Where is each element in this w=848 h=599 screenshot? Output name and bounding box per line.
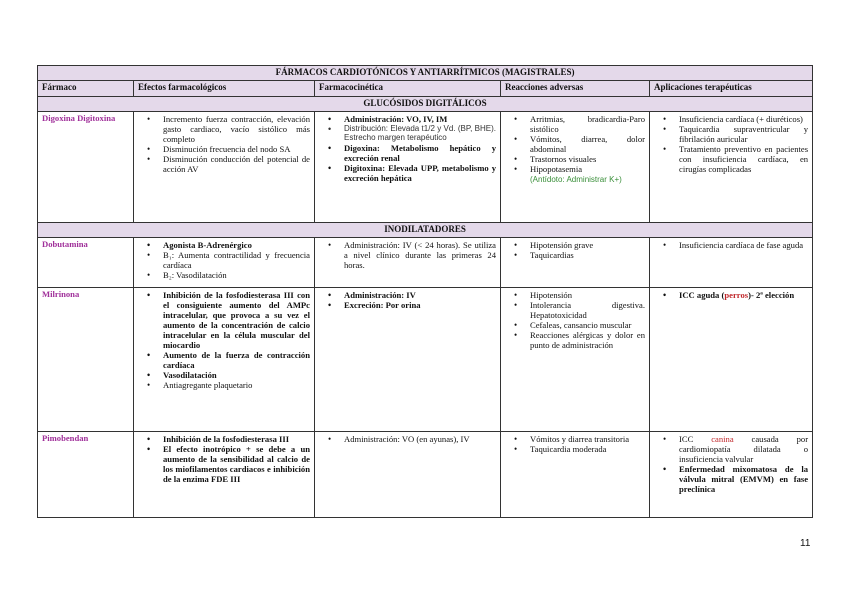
list-item: • Hipotensión grave — [505, 240, 645, 250]
list-item: • Administración: IV (< 24 horas). Se utiliza a nivel clínico durante las primeras 24 horas. — [319, 240, 496, 270]
column-header-efectos: Efectos farmacológicos — [134, 81, 315, 97]
section-header-inodilatadores: INODILATADORES — [38, 223, 813, 238]
farmacocinetica-cell — [315, 432, 501, 518]
table-row-pimobendan — [38, 432, 813, 518]
list-item: • Antiagregante plaquetario — [138, 380, 310, 390]
drug-name-label: Digoxina Digitoxina — [42, 113, 116, 123]
list-item: • Vómitos y diarrea transitoria — [505, 434, 645, 444]
list-item — [654, 290, 808, 300]
list-item: • Trastornos visuales — [505, 154, 645, 164]
farmacocinetica-cell — [315, 238, 501, 288]
drug-name — [38, 112, 134, 223]
efectos-cell — [134, 288, 315, 432]
list-item: • Taquicardia moderada — [505, 444, 645, 454]
list-item: • Agonista B-Adrenérgico — [138, 240, 310, 250]
list-item: • Insuficiencia cardíaca de fase aguda — [654, 240, 808, 250]
list-item: • Distribución: Elevada t1/2 y Vd. (BP, BHE). Estrecho margen terapéutico — [319, 124, 496, 143]
drug-name — [38, 238, 134, 288]
aplicacion-text: )- 2ª elección — [748, 290, 795, 300]
aplicacion-text: ICC — [679, 434, 712, 444]
antidote-note: (Antídoto: Administrar K+) — [530, 175, 622, 185]
column-header-farmacocinetica: Farmacocinética — [315, 81, 501, 97]
drug-name-label: Pimobendan — [42, 433, 89, 443]
aplicaciones-cell — [650, 432, 813, 518]
reacciones-cell — [501, 112, 650, 223]
list-item: • Taquicardia supraventricular y fibrilación auricular — [654, 124, 808, 144]
list-item: • Aumento de la fuerza de contracción cardíaca — [138, 350, 310, 370]
list-item: • Disminución conducción del potencial de acción AV — [138, 154, 310, 174]
list-item: • Incremento fuerza contracción, elevación gasto cardiaco, vacío sistólico más completo — [138, 114, 310, 144]
column-header-aplicaciones: Aplicaciones terapéuticas — [650, 81, 813, 97]
list-item: • B₂: Vasodilatación — [138, 270, 310, 280]
reacciones-cell — [501, 432, 650, 518]
pharmacology-table — [37, 65, 813, 518]
species-highlight: canina — [711, 434, 734, 444]
list-item: • Administración: IV — [319, 290, 496, 300]
table-row-milrinona — [38, 288, 813, 432]
list-item: • Tratamiento preventivo en pacientes con insuficiencia cardíaca, en cirugías complicadas — [654, 144, 808, 174]
table-title: FÁRMACOS CARDIOTÓNICOS Y ANTIARRÍTMICOS (MAGISTRALES) — [38, 66, 813, 81]
farmacocinetica-cell — [315, 112, 501, 223]
aplicaciones-cell — [650, 112, 813, 223]
list-item: • Digitoxina: Elevada UPP, metabolismo y excreción hepática — [319, 163, 496, 183]
list-item — [654, 434, 808, 464]
list-item: • Vasodilatación — [138, 370, 310, 380]
list-item: • Excreción: Por orina — [319, 300, 496, 310]
efectos-cell — [134, 432, 315, 518]
reacciones-cell — [501, 288, 650, 432]
efectos-cell — [134, 238, 315, 288]
farmacocinetica-cell — [315, 288, 501, 432]
list-item: • Administración: VO (en ayunas), IV — [319, 434, 496, 444]
column-header-reacciones: Reacciones adversas — [501, 81, 650, 97]
list-item — [505, 164, 645, 184]
drug-name-label: Dobutamina — [42, 239, 88, 249]
list-item: • Arritmias, bradicardia-Paro sistólico — [505, 114, 645, 134]
hipopotasemia-text: Hipopotasemia — [530, 164, 583, 175]
list-item: • B₁: Aumenta contractilidad y frecuencia cardíaca — [138, 250, 310, 270]
list-item: • Cefaleas, cansancio muscular — [505, 320, 645, 330]
reacciones-cell — [501, 238, 650, 288]
list-item: • Taquicardias — [505, 250, 645, 260]
list-item: • Inhibición de la fosfodiesterasa III con el consiguiente aumento del AMPc intracelular, que provoca a su vez el aumento de la concentración de calcio intracelular en la célula muscular del miocardio — [138, 290, 310, 350]
list-item: • Intolerancia digestiva. Hepatotoxicidad — [505, 300, 645, 320]
list-item: • El efecto inotrópico + se debe a un aumento de la sensibilidad al calcio de los miofilamentos cardiacos e inhibición de la enzima FDE III — [138, 444, 310, 484]
list-item: • Disminución frecuencia del nodo SA — [138, 144, 310, 154]
list-item: • Digoxina: Metabolismo hepático y excreción renal — [319, 143, 496, 163]
aplicaciones-cell — [650, 288, 813, 432]
list-item: • Enfermedad mixomatosa de la válvula mitral (EMVM) en fase preclínica — [654, 464, 808, 494]
page-number: 11 — [800, 538, 811, 549]
efectos-cell — [134, 112, 315, 223]
list-item: • Administración: VO, IV, IM — [319, 114, 496, 124]
list-item: • Hipotensión — [505, 290, 645, 300]
column-header-farmaco: Fármaco — [38, 81, 134, 97]
drug-name — [38, 288, 134, 432]
list-item: • Vómitos, diarrea, dolor abdominal — [505, 134, 645, 154]
aplicacion-text: causada por cardiomiopatía dilatada o insuficiencia valvular — [679, 434, 809, 465]
drug-name — [38, 432, 134, 518]
table-row-digoxina — [38, 112, 813, 223]
aplicacion-text: ICC aguda ( — [679, 290, 725, 300]
table-row-dobutamina — [38, 238, 813, 288]
species-highlight: perros — [724, 290, 749, 300]
list-item: • Reacciones alérgicas y dolor en punto de administración — [505, 330, 645, 350]
list-item: • Insuficiencia cardíaca (+ diuréticos) — [654, 114, 808, 124]
aplicaciones-cell — [650, 238, 813, 288]
section-header-glucosidos: GLUCÓSIDOS DIGITÁLICOS — [38, 97, 813, 112]
list-item: • Inhibición de la fosfodiesterasa III — [138, 434, 310, 444]
drug-name-label: Milrinona — [42, 289, 80, 299]
